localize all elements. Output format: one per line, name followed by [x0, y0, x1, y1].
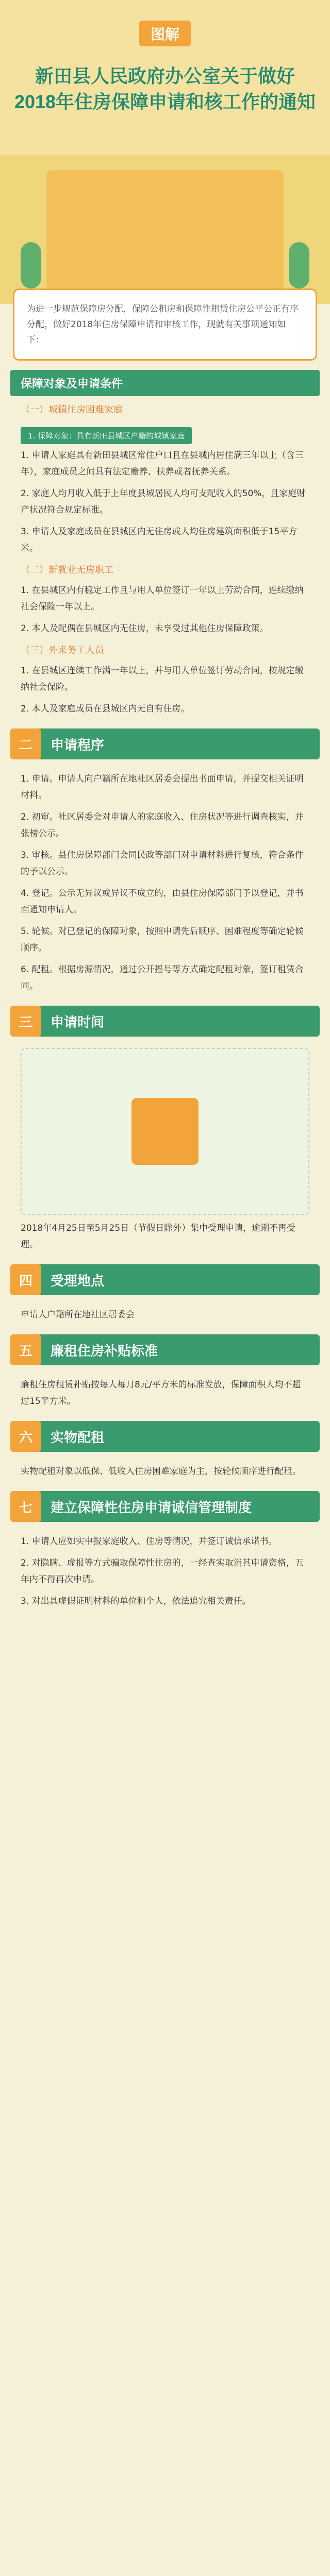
- section5-header: [10, 1334, 320, 1365]
- section1-para3: 3. 申请人及家庭成员在县城区内无住房或人均住房建筑面积低于15平方米。: [21, 527, 298, 553]
- section4-title: 受理地点: [51, 1273, 105, 1289]
- hero-title-line1: 新田县人民政府办公室关于做好: [35, 65, 295, 87]
- section7-para2: 2. 对隐瞒、虚报等方式骗取保障性住房的，一经查实取消其申请资格，五年内不得再次申请。: [21, 1558, 304, 1585]
- section3-title: 申请时间: [51, 1014, 105, 1030]
- section2-number: 二: [10, 728, 41, 759]
- section2-para2: 2. 初审。社区居委会对申请人的家庭收入、住房状况等进行调查核实，并张榜公示。: [21, 812, 304, 839]
- section4-number: 四: [10, 1264, 41, 1295]
- section1-para2: 2. 家庭人均月收入低于上年度县城居民人均可支配收入的50%，且家庭财产状况符合规定标准。: [21, 488, 306, 515]
- hero-badge: 图解: [139, 21, 191, 46]
- section2-para5: 5. 轮候。对已登记的保障对象，按照申请先后顺序、困难程度等确定轮候顺序。: [21, 926, 304, 953]
- hero-title-line2: 2018年住房保障申请和核工作的通知: [14, 91, 316, 112]
- intro-text: 为进一步规范保障房分配，保障公租房和保障性租赁住房公平公正有序分配，做好2018年住房保障申请和审核工作，现就有关事项通知如下：: [27, 304, 299, 345]
- hero-city-illustration: [46, 170, 284, 299]
- section2-title: 申请程序: [51, 737, 105, 753]
- section2-para4: 4. 登记。公示无异议或异议不成立的，由县住房保障部门予以登记，并书面通知申请人。: [21, 888, 304, 915]
- section7-para1: 1. 申请人应如实申报家庭收入、住房等情况，并签订诚信承诺书。: [21, 1536, 277, 1547]
- section7-para3: 3. 对出具虚假证明材料的单位和个人，依法追究相关责任。: [21, 1596, 251, 1606]
- section2-header: [10, 728, 320, 759]
- section1-sub2: （二）新就业无房职工: [21, 565, 113, 575]
- section6-title: 实物配租: [51, 1429, 105, 1445]
- tree-illustration: [21, 242, 41, 289]
- section3-text: 2018年4月25日至5月25日（节假日除外）集中受理申请，逾期不再受理。: [21, 1223, 296, 1250]
- section6-number: 六: [10, 1421, 41, 1452]
- section1-para6: 1. 在县城区连续工作满一年以上，并与用人单位签订劳动合同，按规定缴纳社会保险。: [21, 666, 304, 692]
- section1-sub3: （三）外来务工人员: [21, 645, 104, 656]
- main-content: [0, 361, 330, 1615]
- section3-header: [10, 1006, 320, 1037]
- section4-header: [10, 1264, 320, 1295]
- section1-para4: 1. 在县城区内有稳定工作且与用人单位签订一年以上劳动合同，连续缴纳社会保险一年以上。: [21, 585, 304, 612]
- section1-para1: 1. 申请人家庭具有新田县城区常住户口且在县城内居住满三年以上（含三年），家庭成员之间具有法定赡养、扶养或者抚养关系。: [21, 450, 304, 477]
- section1-sub1-label: 1. 保障对象：具有新田县城区户籍的城镇家庭: [21, 427, 192, 444]
- section1-para5: 2. 本人及配偶在县城区内无住房，未享受过其他住房保障政策。: [21, 623, 269, 634]
- calendar-illustration: [21, 1048, 309, 1215]
- section2-para3: 3. 审核。县住房保障部门会同民政等部门对申请材料进行复核，符合条件的予以公示。: [21, 850, 304, 877]
- section3-number: 三: [10, 1006, 41, 1037]
- section7-number: 七: [10, 1491, 41, 1522]
- section1-para7: 2. 本人及家庭成员在县城区内无自有住房。: [21, 704, 190, 714]
- section6-header: [10, 1421, 320, 1452]
- section2-para6: 6. 配租。根据房源情况，通过公开摇号等方式确定配租对象，签订租赁合同。: [21, 964, 304, 991]
- section7-title: 建立保障性住房申请诚信管理制度: [51, 1499, 252, 1515]
- section1-heading: 保障对象及申请条件: [10, 370, 320, 396]
- section4-text: 申请人户籍所在地社区居委会: [21, 1310, 135, 1320]
- section5-title: 廉租住房补贴标准: [51, 1343, 158, 1359]
- section5-text: 廉租住房租赁补贴按每人每月8元/平方米的标准发放，保障面积人均不超过15平方米。: [21, 1380, 301, 1406]
- calendar-icon: [131, 1098, 199, 1165]
- section5-number: 五: [10, 1334, 41, 1365]
- section7-header: [10, 1491, 320, 1522]
- hero-banner: [0, 0, 330, 304]
- section6-text: 实物配租对象以低保、低收入住房困难家庭为主，按轮候顺序进行配租。: [21, 1466, 301, 1477]
- tree-illustration: [289, 242, 309, 289]
- intro-box: [13, 289, 317, 361]
- section2-para1: 1. 申请。申请人向户籍所在地社区居委会提出书面申请，并提交相关证明材料。: [21, 774, 304, 801]
- section1-sub1: （一）城镇住房困难家庭: [21, 404, 123, 415]
